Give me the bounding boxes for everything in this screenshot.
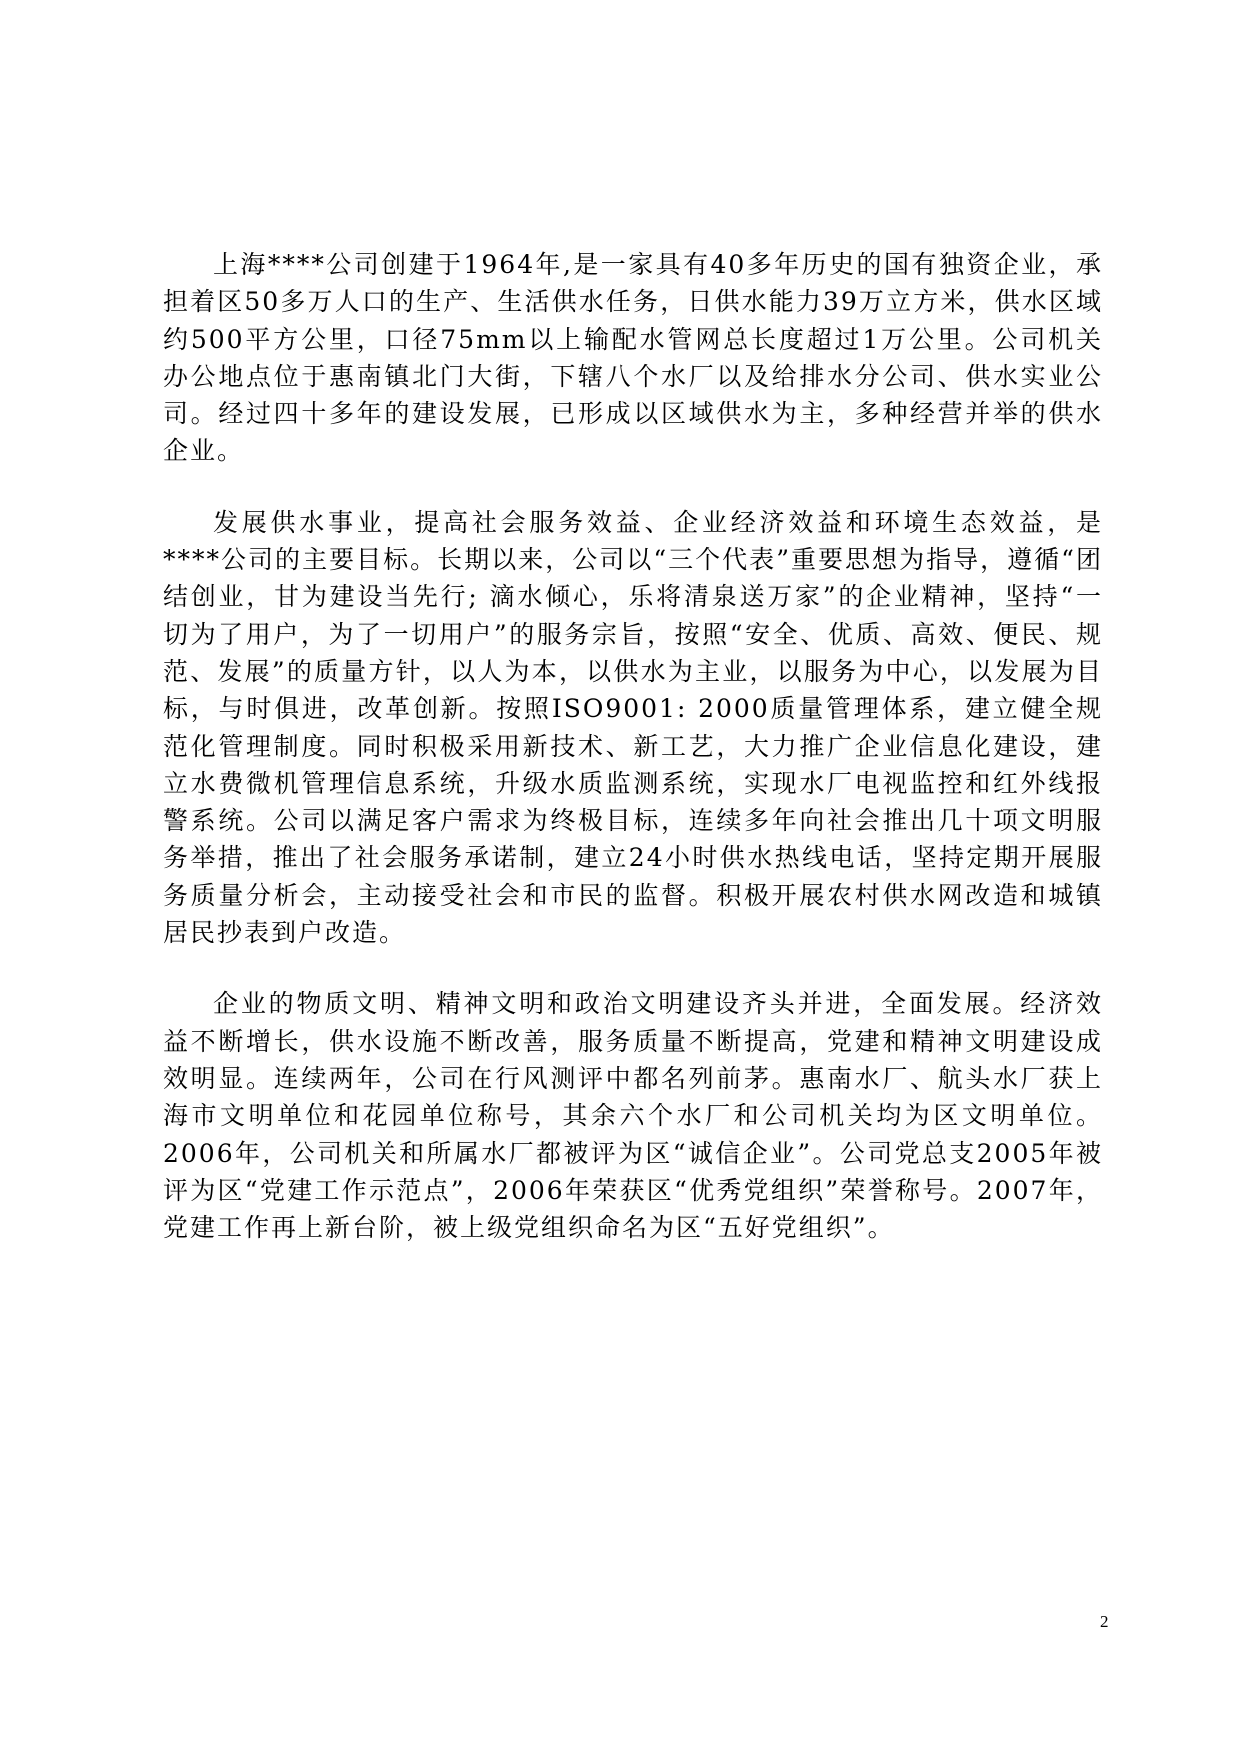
body-text xyxy=(163,246,1103,1280)
paragraph-goals-and-service: 发展供水事业，提高社会服务效益、企业经济效益和环境生态效益，是****公司的主要目标。长期以来，公司以“三个代表”重要思想为指导，遵循“团结创业，甘为建设当先行; 滴水倾心，乐将清泉送万家”的企业精神，坚持“一切为了用户，为了一切用户”的服务宗旨，按照“安全、优质、高效、便民、规范、发展”的质量方针，以人为本，以供水为主业，以服务为中心，以发展为目标，与时俱进，改革创新。按照ISO9001: 2000质量管理体系，建立健全规范化管理制度。同时积极采用新技术、新工艺，大力推广企业信息化建设，建立水费微机管理信息系统，升级水质监测系统，实现水厂电视监控和红外线报警系统。公司以满足客户需求为终极目标，连续多年向社会推出几十项文明服务举措，推出了社会服务承诺制，建立24小时供水热线电话，坚持定期开展服务质量分析会，主动接受社会和市民的监督。积极开展农村供水网改造和城镇居民抄表到户改造。 xyxy=(163,507,1103,948)
paragraph-achievements: 企业的物质文明、精神文明和政治文明建设齐头并进，全面发展。经济效益不断增长，供水设施不断改善，服务质量不断提高，党建和精神文明建设成效明显。连续两年，公司在行风测评中都名列前茅。惠南水厂、航头水厂获上海市文明单位和花园单位称号，其余六个水厂和公司机关均为区文明单位。2006年，公司机关和所属水厂都被评为区“诚信企业”。公司党总支2005年被评为区“党建工作示范点”，2006年荣获区“优秀党组织”荣誉称号。2007年，党建工作再上新台阶，被上级党组织命名为区“五好党组织”。 xyxy=(163,989,1103,1243)
paragraph-company-overview: 上海****公司创建于1964年,是一家具有40多年历史的国有独资企业，承担着区50多万人口的生产、生活供水任务，日供水能力39万立方米，供水区域约500平方公里，口径75mm以上输配水管网总长度超过1万公里。公司机关办公地点位于惠南镇北门大街，下辖八个水厂以及给排水分公司、供水实业公司。经过四十多年的建设发展，已形成以区域供水为主，多种经营并举的供水企业。 xyxy=(163,250,1103,466)
page-number: 2 xyxy=(1100,1612,1109,1631)
